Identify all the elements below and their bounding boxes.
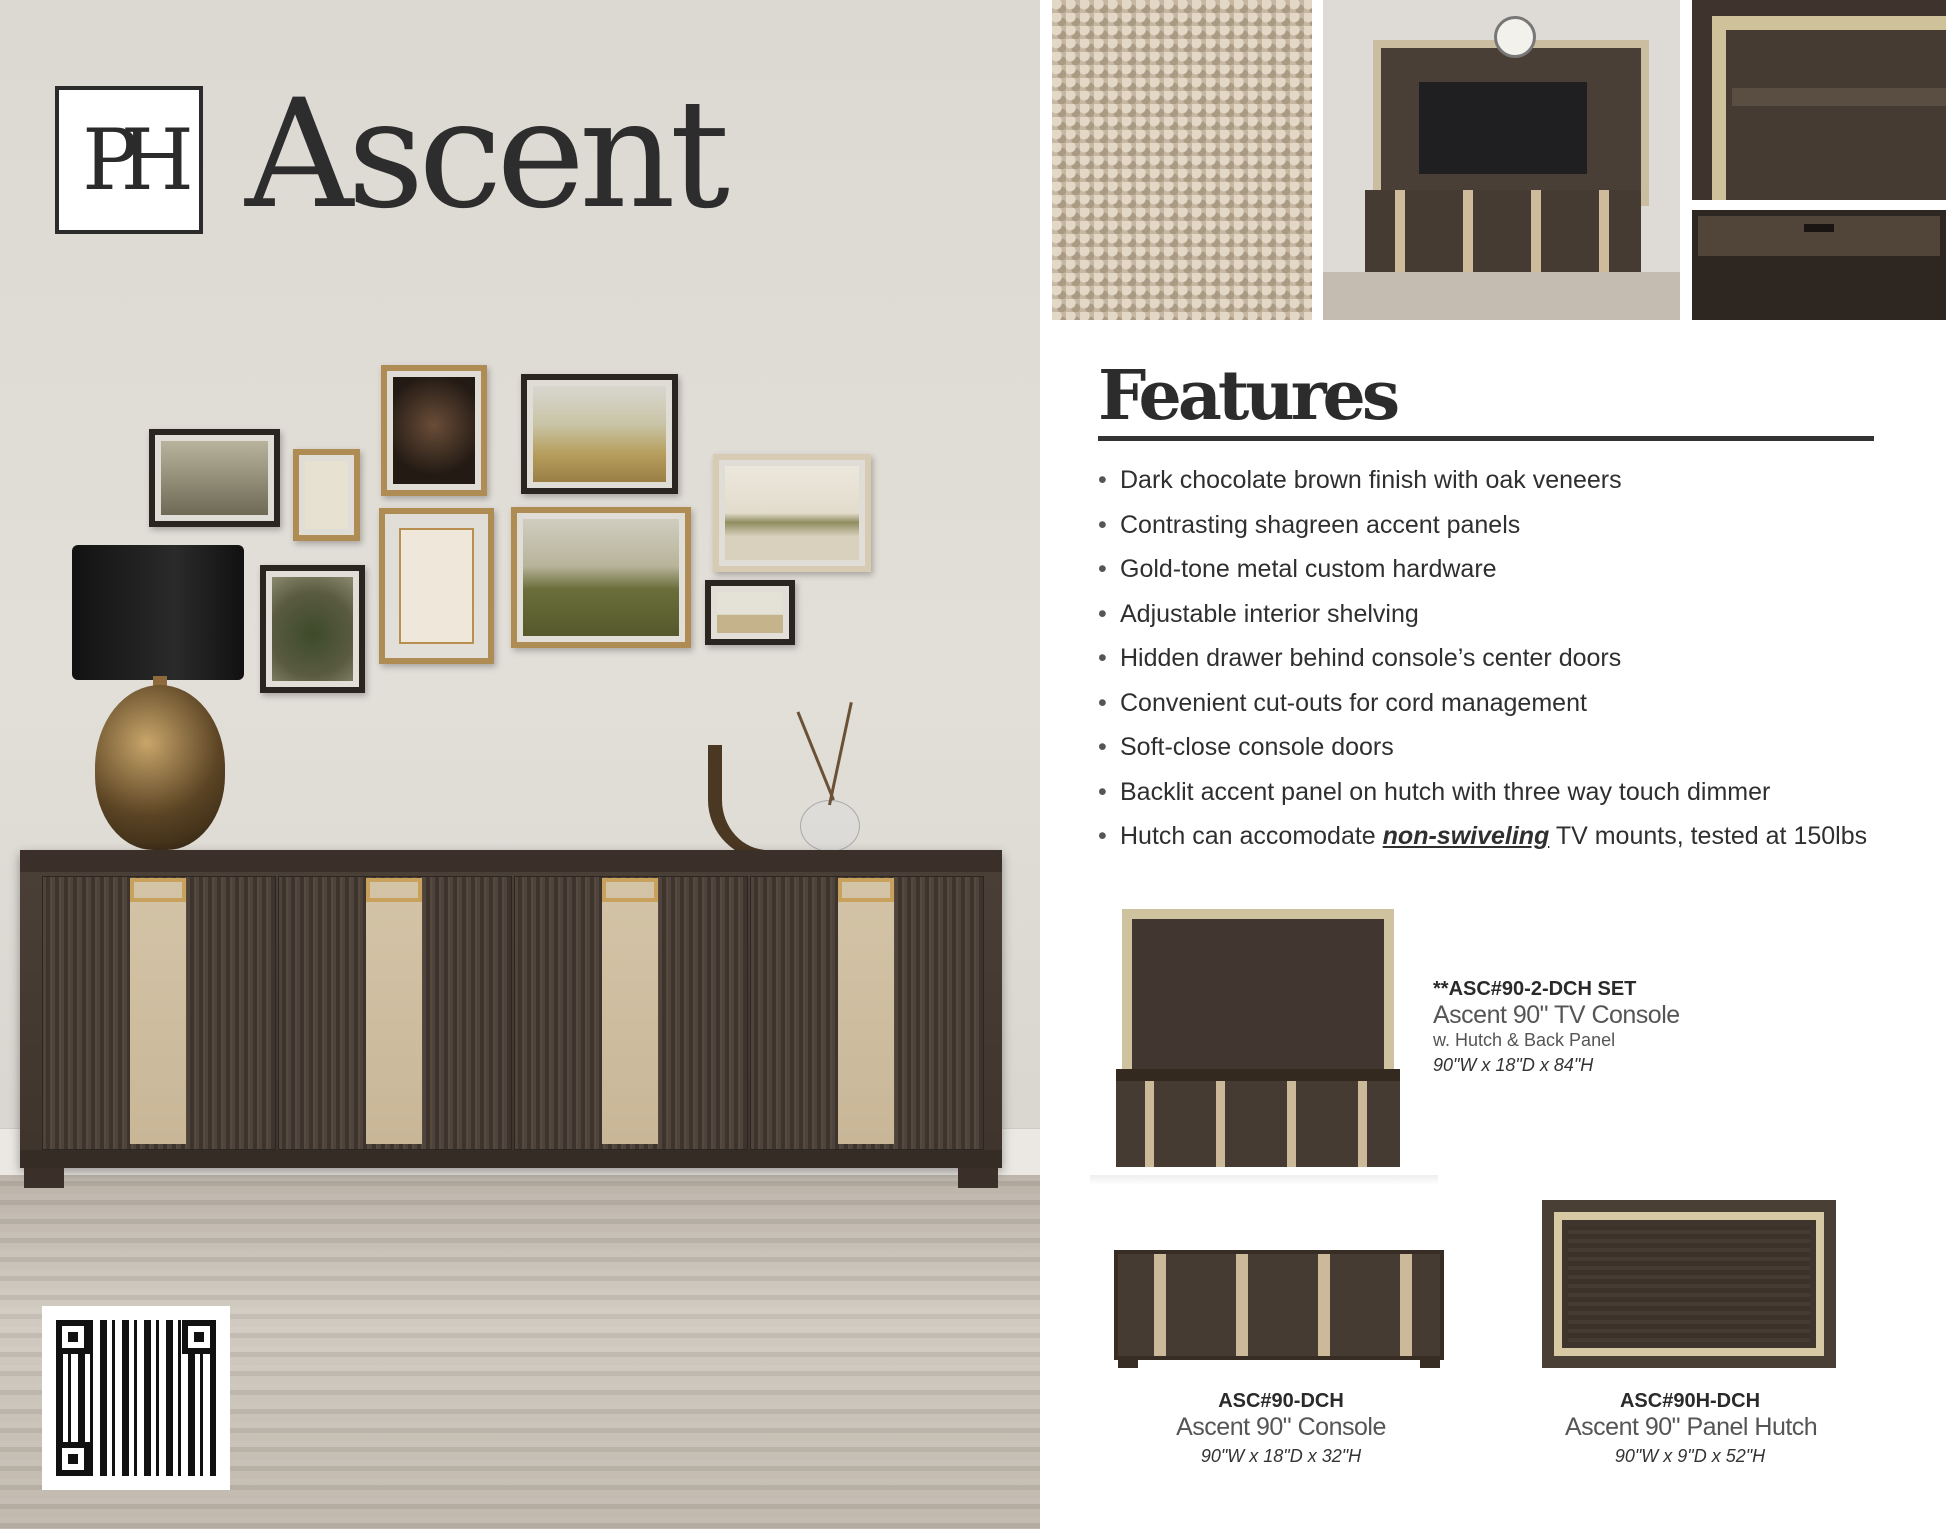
- features-title: Features: [1098, 356, 1397, 436]
- brand-name: Ascent: [245, 68, 724, 242]
- qr-finder-icon: [56, 1320, 90, 1354]
- feature-item: • Contrasting shagreen accent panels: [1098, 507, 1867, 552]
- gold-pull-icon: [366, 878, 422, 902]
- product-set-info: [1433, 978, 1680, 1076]
- picture-frame: [293, 449, 360, 541]
- product-set-image: [1090, 905, 1438, 1185]
- shelf: [1732, 88, 1946, 106]
- emphasis-text: non-swiveling: [1382, 822, 1550, 850]
- greyhound-sculpture: [708, 745, 807, 860]
- feature-item: • Convenient cut-outs for cord management: [1098, 685, 1867, 730]
- qr-finder-icon: [182, 1320, 216, 1354]
- picture-frame: [379, 508, 494, 664]
- features-divider: [1098, 436, 1874, 441]
- bullet-icon: •: [1098, 688, 1107, 717]
- bullet-icon: •: [1098, 599, 1107, 628]
- product-hutch-image: [1542, 1200, 1836, 1370]
- shagreen-panel: [838, 880, 894, 1144]
- product-dimensions: 90"W x 18"D x 32"H: [1200, 1446, 1362, 1466]
- clock-icon: [1494, 16, 1536, 58]
- feature-item: • Adjustable interior shelving: [1098, 596, 1867, 641]
- room-console: [1365, 190, 1641, 272]
- tv-screen: [1419, 82, 1587, 174]
- feature-item: • Hutch can accomodate non-swiveling TV mounts, tested at 150lbs: [1098, 818, 1867, 863]
- product-subtitle: w. Hutch & Back Panel: [1433, 1030, 1616, 1050]
- bullet-icon: •: [1098, 644, 1107, 672]
- gold-pull-icon: [602, 878, 658, 902]
- shagreen-panel: [366, 880, 422, 1144]
- drawer-pull-icon: [1804, 224, 1834, 232]
- feature-item: • Dark chocolate brown finish with oak veneers: [1098, 462, 1867, 507]
- picture-frame: [381, 365, 487, 496]
- product-sku: ASC#90-DCH: [1218, 1390, 1344, 1412]
- product-hutch-info: [1565, 1390, 1818, 1467]
- feature-item: • Backlit accent panel on hutch with three way touch dimmer: [1098, 774, 1867, 819]
- shagreen-panel: [602, 880, 658, 1144]
- drawer-detail-photo: [1692, 210, 1946, 320]
- lamp-shade: [72, 545, 244, 680]
- gold-pull-icon: [130, 878, 186, 902]
- bullet-icon: •: [1098, 822, 1107, 850]
- bullet-icon: •: [1098, 777, 1107, 806]
- lamp-base: [95, 685, 225, 850]
- picture-frame: [713, 454, 871, 572]
- bullet-icon: •: [1098, 733, 1107, 761]
- shagreen-panel: [130, 880, 186, 1144]
- bullet-icon: •: [1098, 555, 1107, 583]
- glass-vase: [800, 800, 860, 852]
- qr-finder-icon: [56, 1442, 90, 1476]
- feature-list: [1098, 462, 1867, 863]
- console-leg: [958, 1168, 998, 1188]
- qr-code[interactable]: [42, 1306, 230, 1490]
- backlit-detail-photo: [1692, 0, 1946, 200]
- product-sku: **ASC#90-2-DCH SET: [1433, 978, 1637, 1000]
- product-console-image: [1114, 1250, 1444, 1370]
- product-sku: ASC#90H-DCH: [1619, 1390, 1761, 1412]
- product-name: Ascent 90" TV Console: [1433, 1001, 1680, 1029]
- feature-item: • Hidden drawer behind console’s center doors: [1098, 640, 1867, 685]
- brand-monogram: PH: [82, 111, 176, 209]
- hero-console: [20, 850, 1002, 1168]
- product-dimensions: 90"W x 9"D x 52"H: [1614, 1446, 1766, 1466]
- feature-item: • Gold-tone metal custom hardware: [1098, 551, 1867, 596]
- bullet-icon: •: [1098, 510, 1107, 539]
- room-setting-photo: [1323, 0, 1680, 320]
- picture-frame: [260, 565, 365, 693]
- gold-pull-icon: [838, 878, 894, 902]
- hidden-drawer: [1698, 216, 1940, 256]
- picture-frame: [149, 429, 280, 527]
- feature-item: • Soft-close console doors: [1098, 729, 1867, 774]
- product-name: Ascent 90" Console: [1176, 1413, 1386, 1441]
- picture-frame: [521, 374, 678, 494]
- shagreen-texture-photo: [1052, 0, 1312, 320]
- picture-frame: [705, 580, 795, 645]
- console-leg: [24, 1168, 64, 1188]
- product-console-info: [1166, 1390, 1396, 1467]
- bullet-icon: •: [1098, 466, 1107, 494]
- product-dimensions: 90"W x 18"D x 84"H: [1433, 1055, 1594, 1075]
- picture-frame: [511, 507, 691, 648]
- product-name: Ascent 90" Panel Hutch: [1565, 1413, 1818, 1441]
- brand-logo: [55, 86, 203, 234]
- branch-decor: [828, 702, 853, 805]
